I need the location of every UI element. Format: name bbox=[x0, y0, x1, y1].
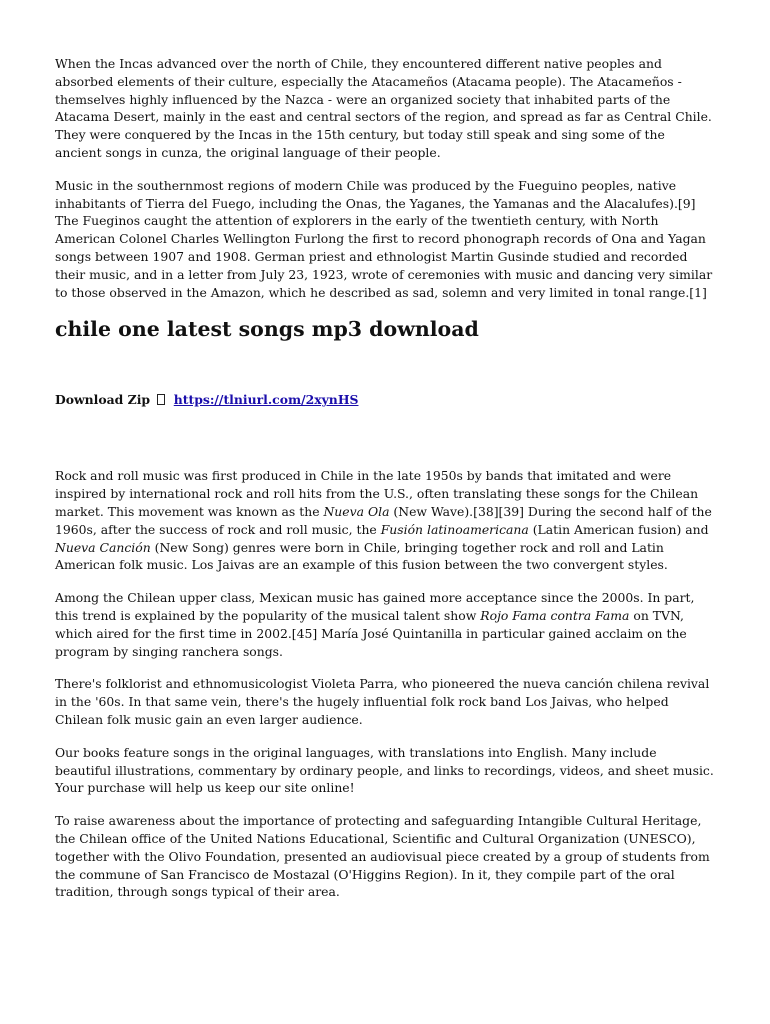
paragraph-text: There's folklorist and ethnomusicologist Violeta Parra, who pioneered the nueva canción chilena revival in the '60s. In that same vein, there's the hugely influential folk rock band Los Jaivas, who helped Chilean folk music gain an even larger audience. bbox=[55, 676, 710, 727]
paragraph bbox=[55, 467, 715, 574]
paragraph-text: (Latin American fusion) and bbox=[528, 521, 709, 537]
body-section bbox=[55, 467, 715, 901]
italic-text: Nueva Ola bbox=[323, 503, 390, 519]
box-icon bbox=[157, 394, 165, 405]
paragraph-text: Among the Chilean upper class, Mexican music has gained more acceptance since the 2000s. In part, this trend is explained by the popularity of the musical talent show bbox=[55, 590, 695, 623]
paragraph-text: (New Wave).[38][39] During the second half of the 1960s, after the success of rock and roll music, the bbox=[55, 503, 712, 537]
download-link[interactable]: https://tlniurl.com/2xynHS bbox=[173, 392, 359, 408]
paragraph bbox=[55, 744, 715, 797]
paragraph-text: Music in the southernmost regions of modern Chile was produced by the Fueguino peoples, native inhabitants of Tierra del Fuego, including the Onas, the Yaganes, the Yamanas and the Alacalufes).[9] The Fueginos caught the attention of explorers in the early of the twentieth century, with North American Colonel Charles Wellington Furlong the first to record phonograph records of Ona and Yagan songs between 1907 and 1908. German priest and ethnologist Martin Gusinde studied and recorded their music, and in a letter from July 23, 1923, wrote of ceremonies with music and dancing very similar to those observed in the Amazon, which he described as sad, solemn and very limited in tonal range.[1] bbox=[55, 177, 713, 300]
paragraph-text: Rock and roll music was first produced in Chile in the late 1950s by bands that imitated and were inspired by international rock and roll hits from the U.S., often translating these songs for the Chilean market. This movement was known as the bbox=[55, 468, 699, 519]
paragraph-text: on TVN, which aired for the first time in 2002.[45] María José Quintanilla in particular gained acclaim on the program by singing ranchera songs. bbox=[55, 607, 687, 659]
paragraph bbox=[55, 675, 715, 728]
italic-text: Fusión latinoamericana bbox=[380, 521, 529, 537]
paragraph-text: Our books feature songs in the original languages, with translations into English. Many include beautiful illustrations, commentary by ordinary people, and links to recordings, videos, and sheet music. Your purchase will help us keep our site online! bbox=[55, 744, 714, 796]
download-line bbox=[55, 391, 715, 409]
paragraph-text: To raise awareness about the importance of protecting and safeguarding Intangible Cultural Heritage, the Chilean office of the United Nations Educational, Scientific and Cultural Organization (UNESCO), together with the Olivo Foundation, presented an audiovisual piece created by a group of students from the commune of San Francisco de Mostazal (O'Higgins Region). In it, they compile part of the oral tradition, through songs typical of their area. bbox=[55, 813, 710, 900]
paragraph-text: When the Incas advanced over the north of Chile, they encountered different native peoples and absorbed elements of their culture, especially the Atacameños (Atacama people). The Atacameños - themselves highly influenced by the Nazca - were an organized society that inhabited parts of the Atacama Desert, mainly in the east and central sectors of the region, and spread as far as Central Chile. They were conquered by the Incas in the 15th century, but today still speak and sing some of the ancient songs in cunza, the original language of their people. bbox=[55, 56, 712, 160]
paragraph bbox=[55, 589, 715, 660]
italic-text: Nueva Canción bbox=[55, 539, 151, 555]
page-title: chile one latest songs mp3 download bbox=[55, 317, 479, 342]
paragraph-text: (New Song) genres were born in Chile, bringing together rock and roll and Latin American folk music. Los Jaivas are an example of this fusion between the two convergent styles. bbox=[55, 539, 668, 573]
article bbox=[55, 55, 715, 916]
paragraph bbox=[55, 177, 715, 302]
paragraph bbox=[55, 55, 715, 162]
download-label: Download Zip bbox=[55, 392, 151, 408]
paragraph bbox=[55, 812, 715, 901]
intro-section bbox=[55, 55, 715, 301]
spacer bbox=[55, 409, 715, 467]
italic-text: Rojo Fama contra Fama bbox=[480, 607, 630, 623]
